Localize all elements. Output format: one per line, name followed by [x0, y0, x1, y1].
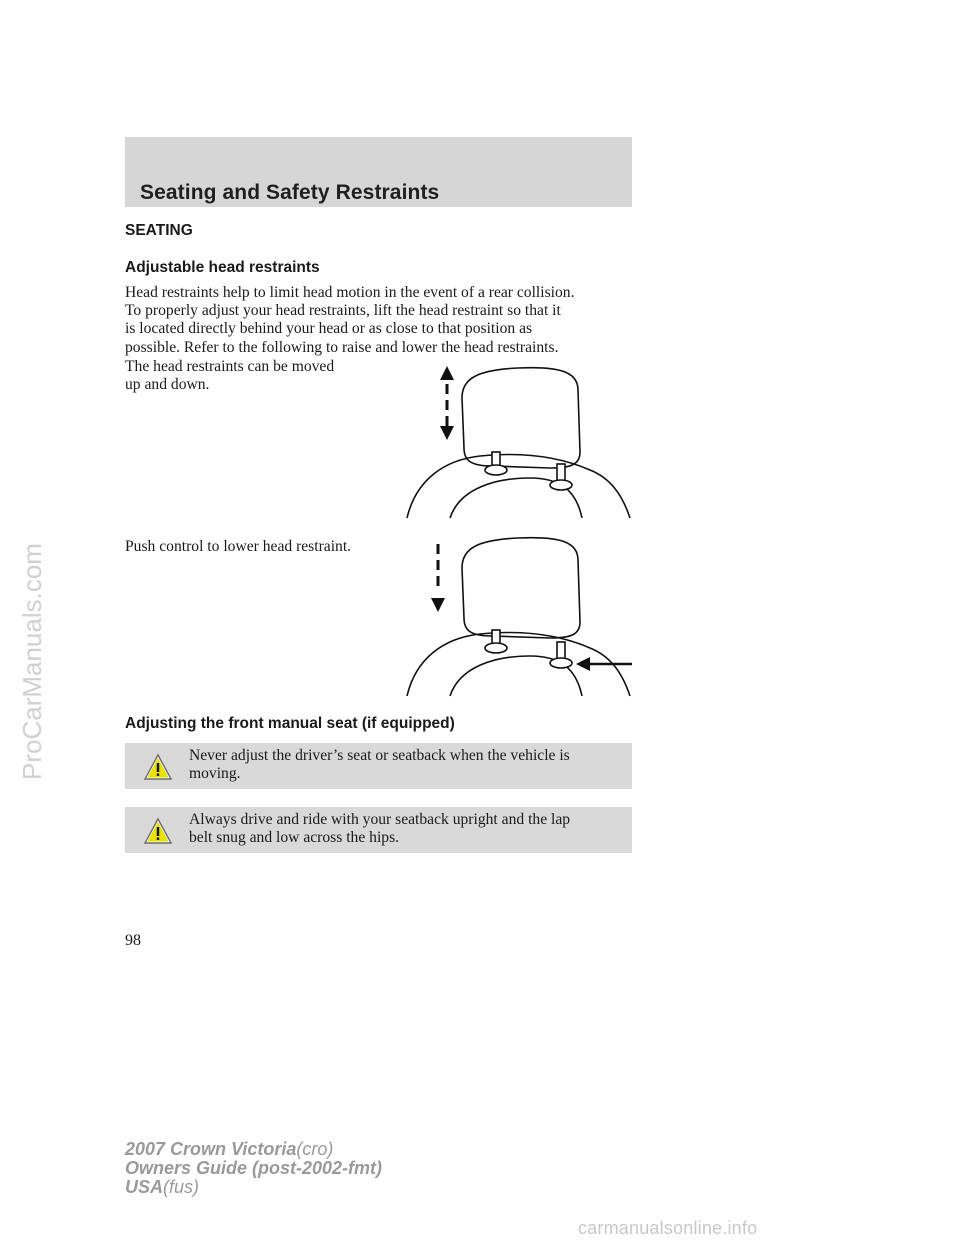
- move-line: up and down.: [125, 376, 210, 394]
- warning-text: [189, 747, 619, 783]
- push-control-arrow-icon: [576, 657, 632, 671]
- down-arrow-icon: [431, 544, 445, 612]
- footer-market-code: (fus): [163, 1177, 200, 1197]
- footer-line-3: [125, 1178, 382, 1197]
- footer-line-1: [125, 1140, 382, 1159]
- lower-paragraph: Push control to lower head restraint.: [125, 538, 352, 555]
- warning-line: Never adjust the driver’s seat or seatback when the vehicle is: [189, 747, 570, 764]
- subheading-manual-seat: Adjusting the front manual seat (if equipped): [125, 715, 455, 732]
- section-heading: SEATING: [125, 222, 193, 239]
- intro-line: Head restraints help to limit head motion in the event of a rear collision.: [125, 284, 575, 301]
- document-footer: [125, 1140, 382, 1197]
- head-restraint-lower-illustration: [400, 536, 636, 700]
- page-number: 98: [125, 932, 141, 949]
- up-down-arrow-icon: [440, 366, 454, 440]
- footer-market: USA: [125, 1177, 164, 1197]
- footer-line-2: [125, 1159, 382, 1178]
- intro-line: possible. Refer to the following to raise and lower the head restraints.: [125, 338, 559, 356]
- intro-line: is located directly behind your head or as close to that position as: [125, 320, 533, 338]
- side-watermark: [6, 0, 50, 1242]
- move-line: The head restraints can be moved: [125, 358, 335, 375]
- intro-paragraph: [125, 284, 575, 357]
- warning-box: [125, 807, 632, 853]
- move-paragraph: [125, 358, 334, 394]
- warning-box: [125, 743, 632, 789]
- warning-line: belt snug and low across the hips.: [189, 829, 400, 846]
- bottom-watermark: carmanualsonline.info: [578, 1218, 758, 1238]
- subheading-head-restraints: Adjustable head restraints: [125, 259, 320, 276]
- side-watermark-text: ProCarManuals.com: [17, 543, 47, 780]
- footer-guide: Owners Guide (post-2002-fmt): [125, 1158, 383, 1178]
- head-restraint-up-down-illustration: [400, 360, 636, 522]
- warning-line: moving.: [189, 765, 241, 782]
- warning-triangle-icon: [143, 817, 173, 845]
- page-title: Seating and Safety Restraints: [140, 181, 440, 204]
- footer-model-code: (cro): [296, 1139, 334, 1159]
- warning-text: [189, 811, 619, 847]
- warning-line: Always drive and ride with your seatback upright and the lap: [189, 811, 571, 828]
- footer-model: 2007 Crown Victoria: [125, 1139, 297, 1159]
- intro-line: To properly adjust your head restraints, lift the head restraint so that it: [125, 302, 561, 320]
- warning-triangle-icon: [143, 753, 173, 781]
